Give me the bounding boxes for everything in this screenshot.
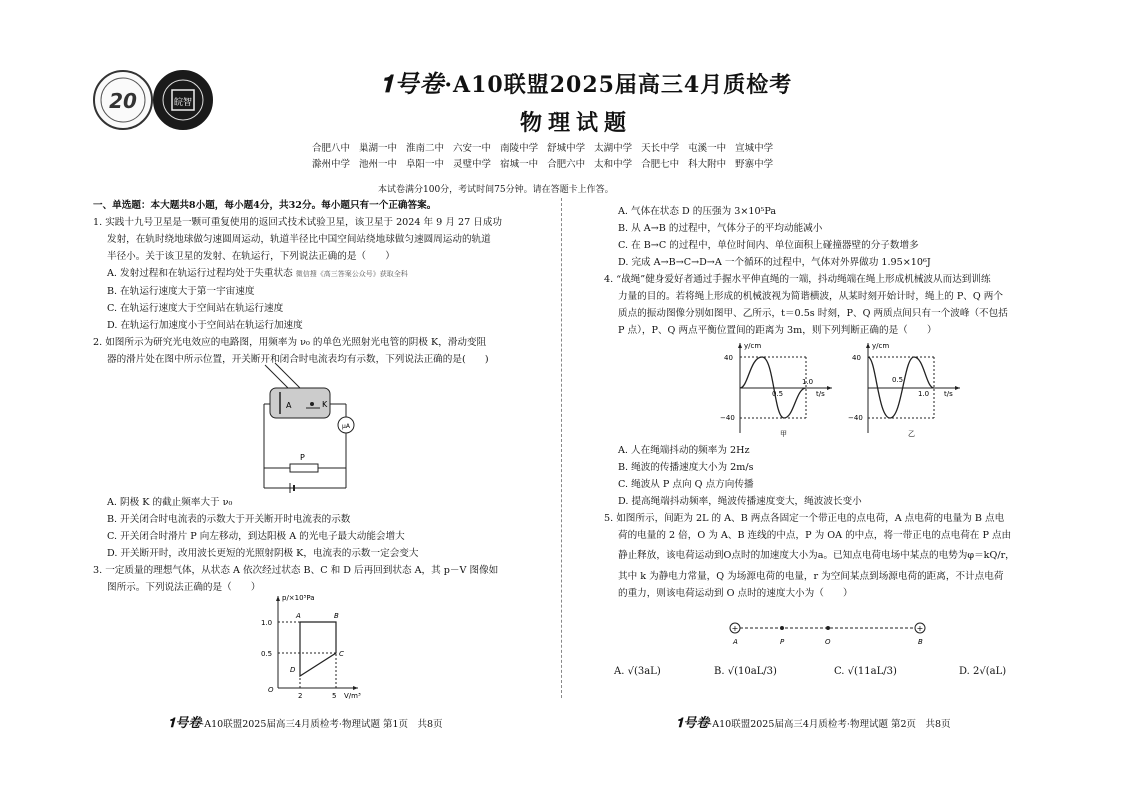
q5-line: 的重力，则该电荷运动到 O 点时的速度大小为（ ） [618,588,853,599]
q5-line: 其中 k 为静电力常量，Q 为场源电荷的电量，r 为空间某点到场源电荷的距离，不计点电荷 [618,571,1004,582]
slider-label: P [300,453,305,462]
q5-option: D. 2√(aL) [959,666,1007,677]
pv-point-label: B [334,612,339,620]
graph-jia [720,342,832,438]
q2-line: 2. 如图所示为研究光电效应的电路图，用频率为 ν₀ 的单色光照射光电管的阴极 K，滑动变阻 [93,337,487,348]
q4-option: D. 提高绳端抖动频率，绳波传播速度变大，绳波波长变小 [618,496,862,507]
q3-option: B. 从 A→B 的过程中，气体分子的平均动能减小 [618,223,823,234]
q4-line: 4. “战绳”健身爱好者通过手握水平伸直绳的一端，抖动绳端在绳上形成机械波从而达到训练 [604,274,991,285]
q2-line: 器的滑片处在图中所示位置，开关断开和闭合时电流表均有示数，下列说法正确的是( ) [107,354,489,365]
svg-text:+: + [916,624,924,633]
pv-xtick: 2 [298,692,303,700]
exam-notice: 本试卷满分100分，考试时间75分钟。请在答题卡上作答。 [378,185,614,195]
q5-option: C. √(11aL/3) [834,666,897,677]
footer-right [676,712,951,731]
q2-option: D. 开关断开时，改用波长更短的光照射阴极 K，电流表的示数一定会变大 [107,548,419,559]
q1-option: C. 在轨运行速度大于空间站在轨运行速度 [107,303,284,314]
anode-label: A [286,401,292,410]
graph-ytick: −40 [720,414,735,422]
q4-option: C. 绳波从 P 点向 Q 点方向传播 [618,479,754,490]
footer-text: ·A10联盟2025届高三4月质检考·物理试题 第1页 共8页 [201,719,443,730]
left-column [93,197,553,368]
graph-caption: 甲 [780,430,787,438]
logo-text: 皖智 [173,98,193,108]
graph-ytick: −40 [848,414,863,422]
svg-text:+: + [731,624,739,633]
graph-xtick: 0.5 [772,390,784,398]
pv-point-label: D [290,666,296,674]
footer-left [168,712,443,731]
cathode-label: K [322,400,328,409]
q4-line: 质点的振动图像分别如图甲、乙所示，t＝0.5s 时刻，P、Q 两质点间只有一个波峰（不包括 [618,308,1008,319]
svg-text:20: 20 [109,89,137,113]
section-heading: 一、单选题：本大题共8小题，每小题4分，共32分。每小题只有一个正确答案。 [93,200,437,211]
q3-line: 图所示。下列说法正确的是（ ） [107,582,261,593]
q3-line: 3. 一定质量的理想气体，从状态 A 依次经过状态 B、C 和 D 后再回到状态 A，其 p－V 图像如 [93,565,499,576]
q5-option: A. √(3aL) [614,666,661,677]
page-divider [561,198,562,698]
q5-option: B. √(10aL/3) [714,666,777,677]
charge-label: O [825,638,831,646]
ammeter-label: μA [342,423,350,430]
q5-line: 静止释放，该电荷运动到O点时的加速度大小为a。已知点电荷电场中某点的电势为φ＝kQ/r， [618,550,1015,561]
brand-mark: 𝟏号卷 [380,69,445,98]
charge-label: B [918,638,923,646]
pv-ylabel: p/×10⁵Pa [282,594,315,602]
q2-option: C. 开关闭合时滑片 P 向左移动，到达阳极 A 的光电子最大动能会增大 [107,531,405,542]
schools-row-2: 滁州中学 池州一中 阜阳一中 灵璧中学 宿城一中 合肥六中 太和中学 合肥七中 科大附中 野寨中学 [312,159,774,170]
photoelectric-circuit-figure [250,360,360,495]
watermark-text: 微信搜《高三答案公众号》获取全科 [295,270,408,278]
vibration-graphs-figure [720,338,960,438]
pv-ytick: 0.5 [261,650,273,658]
pv-point-label: C [339,650,344,658]
q2-option: A. 阴极 K 的截止频率大于 ν₀ [107,497,233,508]
q4-line: P 点），P、Q 两点平衡位置间的距离为 3m，则下列判断正确的是（ ） [618,325,937,336]
pv-point-label: A [296,612,301,620]
education-logo [153,70,213,130]
q1-option: A. 发射过程和在轨运行过程均处于失重状态 微信搜《高三答案公众号》获取全科 [107,268,408,279]
subject-title: 物理试题 [520,110,633,136]
graph-caption: 乙 [908,430,915,438]
q2-option: B. 开关闭合时电流表的示数大于开关断开时电流表的示数 [107,514,351,525]
pv-origin: O [268,686,274,694]
footer-brand: 𝟏号卷 [168,716,202,731]
title-text: ·A10联盟2025届高三4月质检考 [444,72,793,98]
graph-xlabel: t/s [816,390,825,398]
q3-option: C. 在 B→C 的过程中，单位时间内、单位面积上碰撞器壁的分子数增多 [618,240,919,251]
q5-line: 荷的电量的 2 倍，O 为 A、B 连线的中点，P 为 OA 的中点，将一带正电的点电荷在 P 点由 [618,530,1012,541]
footer-text: ·A10联盟2025届高三4月质检考·物理试题 第2页 共8页 [709,719,951,730]
school-seal-logo [93,70,153,130]
graph-xtick: 0.5 [892,376,904,384]
graph-ytick: 40 [724,354,733,362]
q4-option: A. 人在绳端抖动的频率为 2Hz [618,445,750,456]
graph-ylabel: y/cm [872,342,890,350]
q4-line: 力量的目的。若将绳上形成的机械波视为简谐横波，从某时刻开始计时，绳上的 P、Q 两个 [618,291,1003,302]
exam-title [380,64,792,99]
graph-xlabel: t/s [944,390,953,398]
q1-option: B. 在轨运行速度大于第一宇宙速度 [107,286,255,297]
graph-xtick: 1.0 [918,390,930,398]
q5-line: 5. 如图所示，间距为 2L 的 A、B 两点各固定一个带正电的点电荷，A 点电荷的电量为 B 点电 [604,513,1005,524]
q1-line: 1. 实践十九号卫星是一颗可重复使用的返回式技术试验卫星，该卫星于 2024 年 9 月 27 日成功 [93,217,503,228]
q1-option: D. 在轨运行加速度小于空间站在轨运行加速度 [107,320,303,331]
schools-row-1: 合肥八中 巢湖一中 淮南二中 六安一中 南陵中学 舒城中学 太湖中学 天长中学 屯溪一中 宣城中学 [312,143,774,154]
pv-xlabel: V/m³ [344,692,361,700]
footer-brand: 𝟏号卷 [676,716,710,731]
pv-ytick: 1.0 [261,619,273,627]
q3-option: D. 完成 A→B→C→D→A 一个循环的过程中，气体对外界做功 1.95×10⁶J [618,257,931,268]
graph-ylabel: y/cm [744,342,762,350]
q1-line: 发射，在轨时绕地球做匀速圆周运动，轨道半径比中国空间站绕地球做匀速圆周运动的轨道 [107,234,491,245]
right-column-lower [604,442,1054,602]
graph-ytick: 40 [852,354,861,362]
point-charges-figure [725,618,935,648]
pv-xtick: 5 [332,692,337,700]
q3-option: A. 气体在状态 D 的压强为 3×10⁵Pa [618,206,777,217]
charge-label: A [733,638,738,646]
right-column [604,203,1054,339]
q4-option: B. 绳波的传播速度大小为 2m/s [618,462,754,473]
charge-label: P [780,638,785,646]
pv-diagram-figure [258,588,368,700]
left-column-lower [93,494,553,596]
graph-yi [848,342,960,438]
q1-line: 半径小。关于该卫星的发射、在轨运行，下列说法正确的是（ ） [107,251,395,262]
graph-xtick: 1.0 [802,378,814,386]
